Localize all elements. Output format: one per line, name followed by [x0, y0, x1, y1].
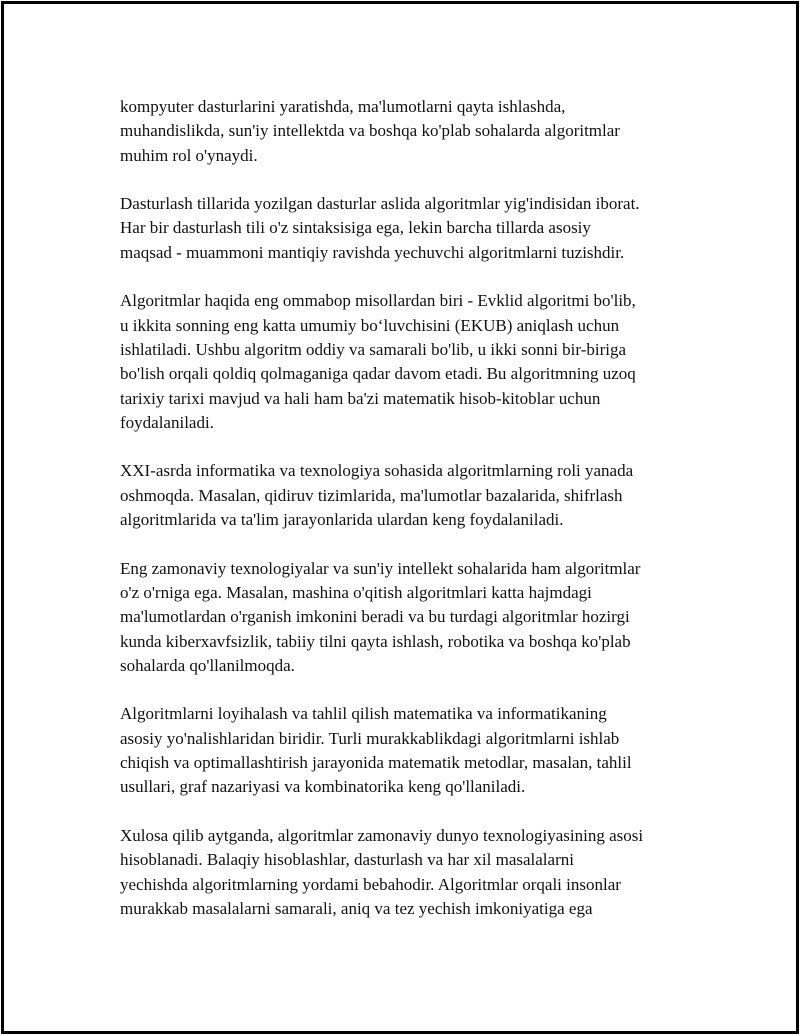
document-page — [1, 1, 799, 1034]
paragraph-4: XXI-asrda informatika va texnologiya sohasida algoritmlarning roli yanada oshmoqda. Masalan, qidiruv tizimlarida, ma'lumotlar bazalarida, shifrlash algoritmlarida va ta'lim jarayonlarida ulardan keng foydalaniladi. — [120, 461, 634, 530]
document-body — [120, 95, 700, 945]
paragraph-2: Dasturlash tillarida yozilgan dasturlar aslida algoritmlar yig'indisidan iborat. Har bir dasturlash tili o'z sintaksisiga ega, lekin barcha tillarda asosiy maqsad - muammoni mantiqiy ravishda yechuvchi algoritmlarni tuzishdir. — [120, 194, 640, 262]
paragraph-1: kompyuter dasturlarini yaratishda, ma'lumotlarni qayta ishlashda, muhandislikda, sun'iy intellektda va boshqa ko'plab sohalarda algoritmlar muhim rol o'ynaydi. — [120, 97, 620, 165]
paragraph-6: Algoritmlarni loyihalash va tahlil qilish matematika va informatikaning asosiy yo'nalishlaridan biridir. Turli murakkablikdagi algoritmlarni ishlab chiqish va optimallashtirish jarayonida matematik metodlar, masalan, tahlil usullari, graf nazariyasi va kombinatorika keng qo'llaniladi. — [120, 704, 632, 797]
paragraph-7: Xulosa qilib aytganda, algoritmlar zamonaviy dunyo texnologiyasining asosi hisoblanadi. Balaqiy hisoblashlar, dasturlash va har xil masalalarni yechishda algoritmlarning yordami bebahodir. Algoritmlar orqali insonlar murakkab masalalarni samarali, aniq va tez yechish imkoniyatiga ega — [120, 825, 644, 918]
paragraph-5: Eng zamonaviy texnologiyalar va sun'iy intellekt sohalarida ham algoritmlar o'z o'rniga ega. Masalan, mashina o'qitish algoritmlari katta hajmdagi ma'lumotlardan o'rganish imkonini beradi va bu turdagi algoritmlar hozirgi kunda kiberxavfsizlik, tabiiy tilni qayta ishlash, robotika va boshqa ko'plab sohalarda qo'llanilmoqda. — [120, 558, 641, 675]
paragraph-3: Algoritmlar haqida eng ommabop misollardan biri - Evklid algoritmi bo'lib, u ikkita sonning eng katta umumiy bo‘luvchisini (EKUB) aniqlash uchun ishlatiladi. Ushbu algoritm oddiy va samarali bo'lib, u ikki sonni bir-biriga bo'lish orqali qoldiq qolmaganiga qadar davom etadi. Bu algoritmning uzoq tarixiy tarixi mavjud va hali ham ba'zi matematik hisob-kitoblar uchun foydalaniladi. — [120, 291, 636, 432]
